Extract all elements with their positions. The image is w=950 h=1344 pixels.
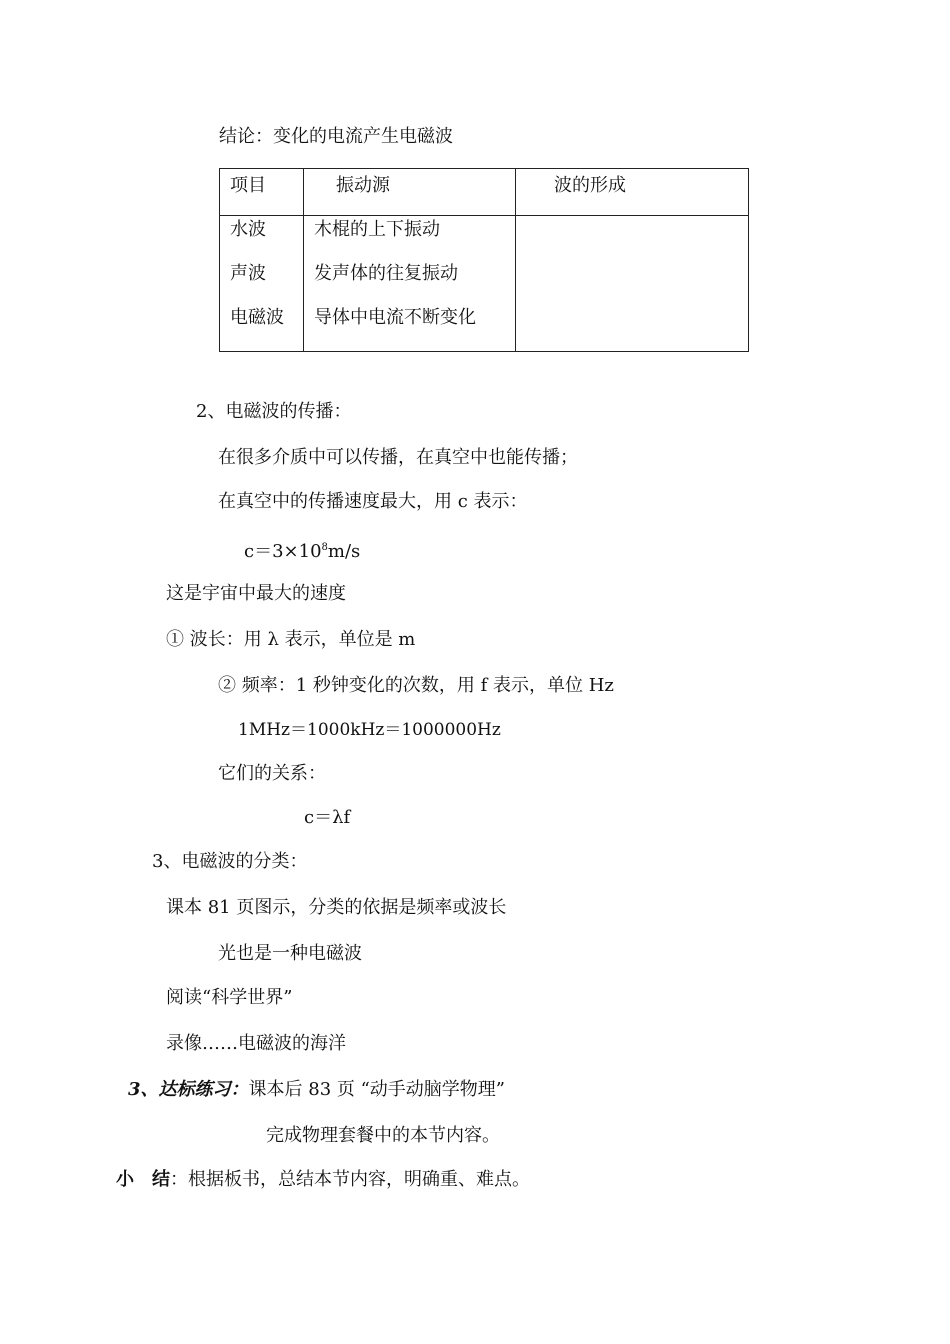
header-item: 项目: [220, 169, 304, 216]
frequency-line: ② 频率：1 秒钟变化的次数，用 f 表示，单位 Hz: [218, 675, 614, 696]
header-formation: 波的形成: [516, 169, 749, 216]
header-source: 振动源: [304, 169, 516, 216]
conclusion-text: 结论：变化的电流产生电磁波: [219, 126, 453, 147]
fastest-speed: 这是宇宙中最大的速度: [166, 583, 346, 604]
units-line: 1MHz＝1000kHz＝1000000Hz: [238, 720, 501, 740]
practice-line: [128, 1078, 505, 1102]
section3-title: 3、电磁波的分类：: [152, 851, 308, 872]
comparison-table: [219, 168, 749, 352]
item-em: 电磁波: [230, 307, 284, 328]
relation-label: 它们的关系：: [218, 763, 326, 784]
section3-line4: 录像……电磁波的海洋: [166, 1033, 346, 1054]
table-row: [220, 216, 749, 352]
source-sound: 发声体的往复振动: [314, 263, 458, 284]
practice-text2: 完成物理套餐中的本节内容。: [266, 1125, 500, 1146]
table-header-row: [220, 169, 749, 216]
section3-line3: 阅读“科学世界”: [166, 987, 293, 1008]
summary-text: ：根据板书，总结本节内容，明确重、难点。: [170, 1169, 530, 1190]
source-water: 木棍的上下振动: [314, 219, 440, 240]
formation-cell: [516, 216, 749, 352]
wavelength-line: ① 波长：用 λ 表示，单位是 m: [166, 629, 416, 650]
section3-line1: 课本 81 页图示，分类的依据是频率或波长: [166, 897, 507, 918]
practice-label: 3、达标练习：: [128, 1079, 249, 1100]
items-cell: [220, 216, 304, 352]
section2-line1: 在很多介质中可以传播，在真空中也能传播；: [218, 447, 578, 468]
item-sound: 声波: [230, 263, 266, 284]
summary-label: 小 结: [116, 1169, 170, 1190]
source-em: 导体中电流不断变化: [314, 307, 476, 328]
section3-line2: 光也是一种电磁波: [218, 943, 362, 964]
relation-formula: c＝λf: [304, 807, 351, 828]
item-water: 水波: [230, 219, 266, 240]
section2-title: 2、电磁波的传播：: [196, 401, 352, 422]
section2-line2: 在真空中的传播速度最大，用 c 表示：: [218, 491, 528, 512]
speed-formula: $c=3\times 10^8m/s$: [244, 541, 361, 562]
sources-cell: [304, 216, 516, 352]
summary-line: [116, 1168, 530, 1192]
practice-text: 课本后 83 页 “动手动脑学物理”: [248, 1079, 506, 1100]
